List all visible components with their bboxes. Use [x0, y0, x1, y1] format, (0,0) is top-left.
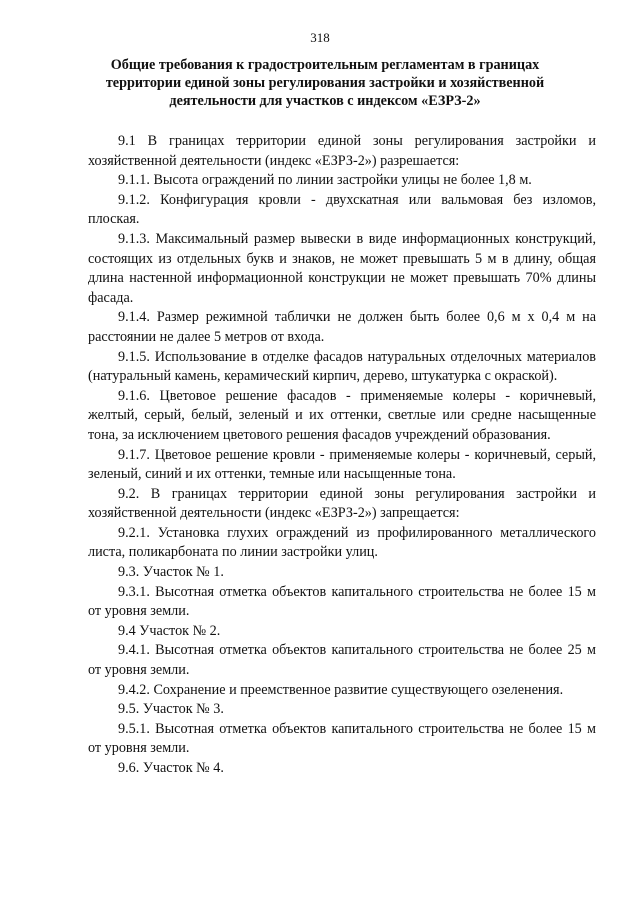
paragraph: 9.6. Участок № 4.: [118, 760, 224, 776]
paragraph: 9.5.1. Высотная отметка объектов капитального строительства не более 15 м от уровня земли.: [88, 720, 596, 757]
paragraph: 9.3. Участок № 1.: [118, 564, 224, 581]
paragraph: 9.4 Участок № 2.: [118, 622, 221, 639]
paragraph: 9.2.1. Установка глухих ограждений из профилированного металлического листа, поликарбоната по линии застройки улиц.: [88, 524, 596, 561]
paragraph: 9.1.3. Максимальный размер вывески в виде информационных конструкций, состоящих из отдельных букв и знаков, не может превышать 5 м в длину, общая длина настенной информационной конструкции не может превышать 70% длины фасада.: [88, 230, 596, 306]
paragraph: 9.4.2. Сохранение и преемственное развитие существующего озеленения.: [118, 681, 564, 698]
paragraph: 9.2. В границах территории единой зоны регулирования застройки и хозяйственной деятельности (индекс «ЕЗРЗ-2») запрещается:: [88, 485, 596, 522]
paragraph: 9.1 В границах территории единой зоны регулирования застройки и хозяйственной деятельности (индекс «ЕЗРЗ-2») разрешается:: [88, 133, 596, 169]
paragraph: 9.1.1. Высота ограждений по линии застройки улицы не более 1,8 м.: [118, 172, 532, 189]
paragraph: 9.1.7. Цветовое решение кровли - применяемые колеры - коричневый, серый, зеленый, синий и их оттенки, темные или насыщенные тона.: [88, 446, 596, 483]
paragraph: 9.1.5. Использование в отделке фасадов натуральных отделочных материалов (натуральный камень, керамический кирпич, дерево, штукатурка с окраской).: [88, 348, 596, 385]
paragraph: 9.5. Участок № 3.: [118, 701, 224, 718]
page-number: 318: [310, 30, 330, 45]
paragraph: 9.1.2. Конфигурация кровли - двухскатная или вальмовая без изломов, плоская.: [88, 191, 596, 228]
paragraph: 9.1.6. Цветовое решение фасадов - применяемые колеры - коричневый, желтый, серый, белый, зеленый и их оттенки, светлые или средне насыщенные тона, за исключением цветового решения фасадов учреждений образования.: [88, 387, 596, 443]
paragraph: 9.4.1. Высотная отметка объектов капитального строительства не более 25 м от уровня земли.: [88, 642, 596, 679]
paragraph: 9.1.4. Размер режимной таблички не должен быть более 0,6 м х 0,4 м на расстоянии не далее 5 метров от входа.: [88, 309, 596, 345]
document-body: [88, 132, 596, 779]
document-title: Общие требования к градостроительным регламентам в границах территории единой зоны регулирования застройки и хозяйственной деятельности для участков с индексом «ЕЗРЗ-2»: [105, 57, 545, 109]
paragraph: 9.3.1. Высотная отметка объектов капитального строительства не более 15 м от уровня земли.: [88, 583, 596, 620]
